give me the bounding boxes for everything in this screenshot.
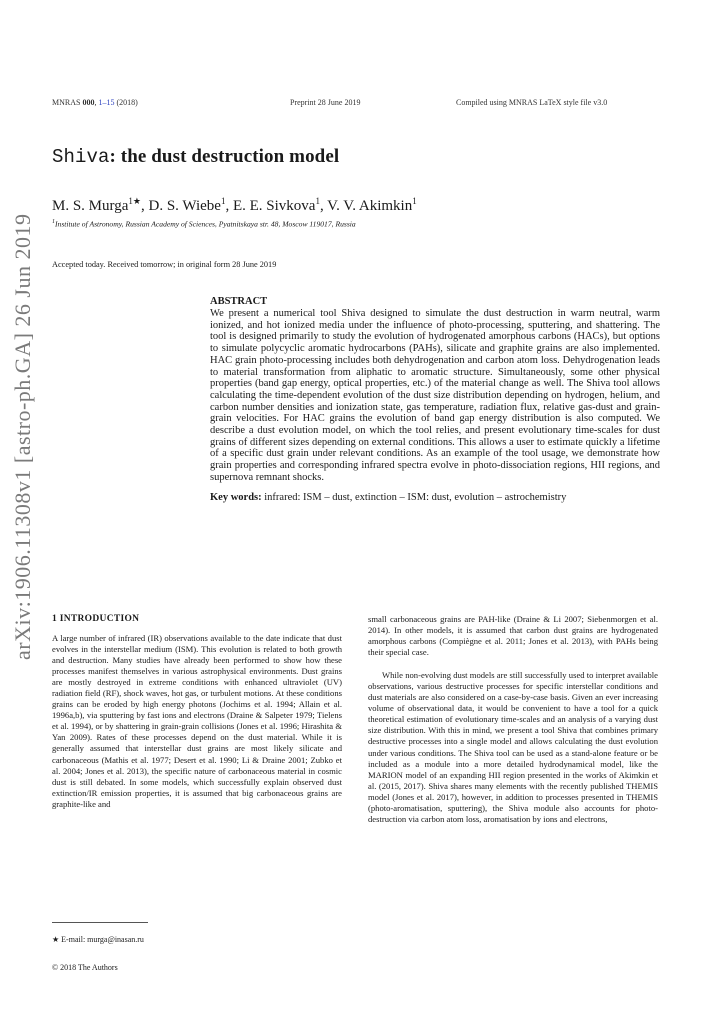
pages-link[interactable]: 1–15 [98, 98, 115, 107]
keywords: Key words: infrared: ISM – dust, extinction – ISM: dust, evolution – astrochemistry [210, 491, 567, 503]
arxiv-stamp: arXiv:1906.11308v1 [astro-ph.GA] 26 Jun 2019 [10, 213, 35, 660]
running-header-journal: MNRAS 000, 1–15 (2018) [52, 98, 138, 107]
body-column-right [368, 614, 658, 825]
copyright: © 2018 The Authors [52, 963, 118, 972]
abstract-heading: ABSTRACT [210, 296, 268, 307]
tool-name: Shiva [52, 146, 110, 168]
preprint-date: Preprint 28 June 2019 [290, 98, 361, 107]
paragraph: While non-evolving dust models are still successfully used to interpret available observations, various destructive processes for specific interstellar conditions and dust materials are also considered on a case-by-case basis. Given an ever increasing volume of observational data, it would be convenient to have a tool for a quick theoretical estimation of evolutionary time-scales and an analysis of a varying dust size distribution. With this in mind, we present a tool Shiva that combines primary destructive processes into a single model and allows calculating the dust evolution under various conditions. The Shiva tool can be used as a stand-alone feature or be included as a module into a more detailed hydrodynamical model, like the MARION model of an expanding HII region presented in the works of Akimkin et al. (2015, 2017). Shiva shares many elements with the recently published THEMIS model (Jones et al. 2017), however, in addition to processes presented in THEMIS (photo-aromatisation, sputtering), the Shiva module also accounts for photo-destruction via carbon atom loss, aromatisation by ions and electrons, [368, 670, 658, 824]
style-file-note: Compiled using MNRAS LaTeX style file v3.0 [456, 98, 608, 107]
footnote-rule [52, 922, 148, 923]
footnote-email: ★ E-mail: murga@inasan.ru [52, 935, 144, 944]
abstract-text: We present a numerical tool Shiva designed to simulate the dust destruction in warm neutral, warm ionized, and hot ionized media under the influence of photo-processing, sputtering, and shattering. The tool is designed primarily to study the evolution of hydrogenated amorphous carbons (HACs), but options to simulate polycyclic aromatic hydrocarbons (PAHs), silicate and graphite grains are also implemented. HAC grain photo-processing includes both dehydrogenation and carbon atom loss. Dehydrogenation leads to material transformation from aliphatic to aromatic structure. Simultaneously, some other physical properties (band gap energy, optical properties, etc.) of the material change as well. The Shiva tool allows calculating the time-dependent evolution of the dust size distribution depending on hydrogen, helium, and carbon number densities and ionization state, gas temperature, radiation flux, relative gas-dust and grain-grain velocities. For HAC grains the evolution of band gap energy distribution is also computed. We describe a dust evolution model, on which the tool relies, and present evolutionary time-scales for dust grains of different sizes depending on external conditions. This allows a user to estimate quickly a lifetime of a specific dust grain under relevant conditions. As an example of the tool usage, we demonstrate how grain properties and corresponding infrared spectra evolve in photo-dissociation regions, HII regions, and supernova remnant shocks. [210, 308, 660, 483]
body-column-left: A large number of infrared (IR) observations available to the date indicate that dust evolves in the interstellar medium (ISM). This evolution is related to both growth and destruction. Many studies have already been performed to show how these processes manifest themselves in various astrophysical environments. Dust grains are mostly destroyed in extreme conditions with enhanced ultraviolet (UV) radiation field (RF), shock waves, hot gas, or turbulent motions. At these conditions grains can be eroded by high energy photons (Jochims et al. 1994; Allain et al. 1996a,b), via sputtering by fast ions and electrons (Draine & Salpeter 1979; Tielens et al. 1994), or by shattering in grain-grain collisions (Jones et al. 1996; Hirashita & Yan 2009). Rates of these processes depend on the dust material. While it is generally assumed that interstellar dust grains are most likely silicate and carbonaceous (Mathis et al. 1977; Desert et al. 1990; Li & Draine 2001; Zubko et al. 2004; Jones et al. 2013), the specific nature of carbonaceous material in cosmic dust is still debated. In some models, which successfully explain observed dust extinction/IR emission properties, it is assumed that big carbonaceous grains are graphite-like and [52, 633, 342, 809]
paper-title: Shiva: the dust destruction model [52, 146, 340, 168]
affiliation: $^1$Institute of Astronomy, Russian Academy of Sciences, Pyatnitskaya str. 48, Moscow 119017, Russia [52, 219, 356, 229]
abstract-block [210, 296, 660, 503]
author-list: M. S. Murga$^{1★}$, D. S. Wiebe$^1$, E. E. Sivkova$^1$, V. V. Akimkin$^1$ [52, 196, 417, 214]
paragraph: small carbonaceous grains are PAH-like (Draine & Li 2007; Siebenmorgen et al. 2014). In other models, it is assumed that carbon dust grains are hydrogenated amorphous carbons (Compiègne et al. 2011; Jones et al. 2013), with PAHs being their special case. [368, 614, 658, 658]
accepted-received-dates: Accepted today. Received tomorrow; in original form 28 June 2019 [52, 260, 277, 269]
section-heading-introduction: 1 INTRODUCTION [52, 614, 140, 624]
